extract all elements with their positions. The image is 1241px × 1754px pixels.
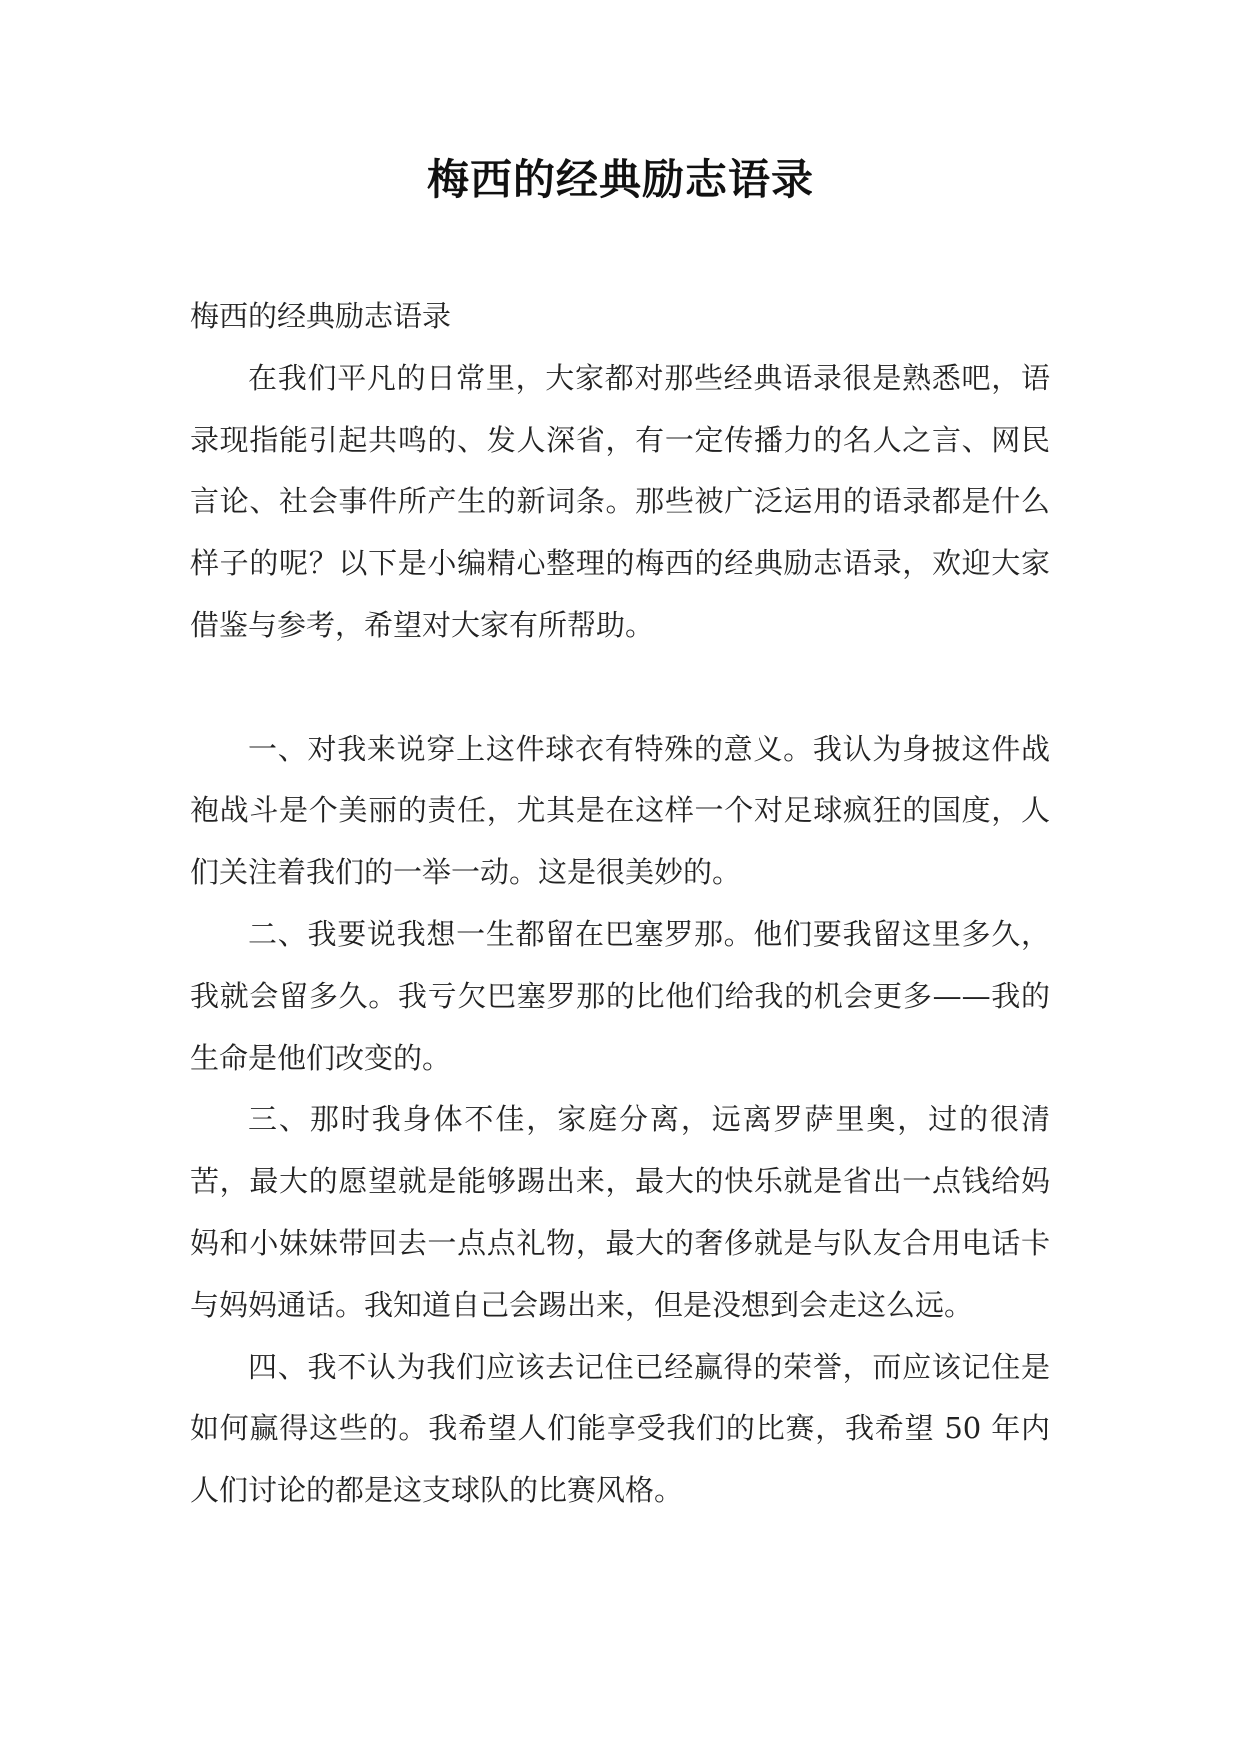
document-title: 梅西的经典励志语录 [426,155,814,204]
quote-paragraph-4: 四、我不认为我们应该去记住已经赢得的荣誉，而应该记住是如何赢得这些的。我希望人们能享受我们的比赛，我希望 50 年内人们讨论的都是这支球队的比赛风格。 [190,1349,1050,1508]
paragraph-spacer [190,657,1050,719]
quote-paragraph-2: 二、我要说我想一生都留在巴塞罗那。他们要我留这里多久，我就会留多久。我亏欠巴塞罗那的比他们给我的机会更多——我的生命是他们改变的。 [190,916,1050,1075]
quote-paragraph-1: 一、对我来说穿上这件球衣有特殊的意义。我认为身披这件战袍战斗是个美丽的责任，尤其是在这样一个对足球疯狂的国度，人们关注着我们的一举一动。这是很美妙的。 [190,731,1050,890]
intro-paragraph: 在我们平凡的日常里，大家都对那些经典语录很是熟悉吧，语录现指能引起共鸣的、发人深省，有一定传播力的名人之言、网民言论、社会事件所产生的新词条。那些被广泛运用的语录都是什么样子的呢？以下是小编精心整理的梅西的经典励志语录，欢迎大家借鉴与参考，希望对大家有所帮助。 [190,360,1050,642]
quote-paragraph-3: 三、那时我身体不佳，家庭分离，远离罗萨里奥，过的很清苦，最大的愿望就是能够踢出来，最大的快乐就是省出一点钱给妈妈和小妹妹带回去一点点礼物，最大的奢侈就是与队友合用电话卡与妈妈通话。我知道自己会踢出来，但是没想到会走这么远。 [190,1102,1050,1322]
document-subtitle: 梅西的经典励志语录 [190,299,452,333]
document-body [190,286,1050,1522]
